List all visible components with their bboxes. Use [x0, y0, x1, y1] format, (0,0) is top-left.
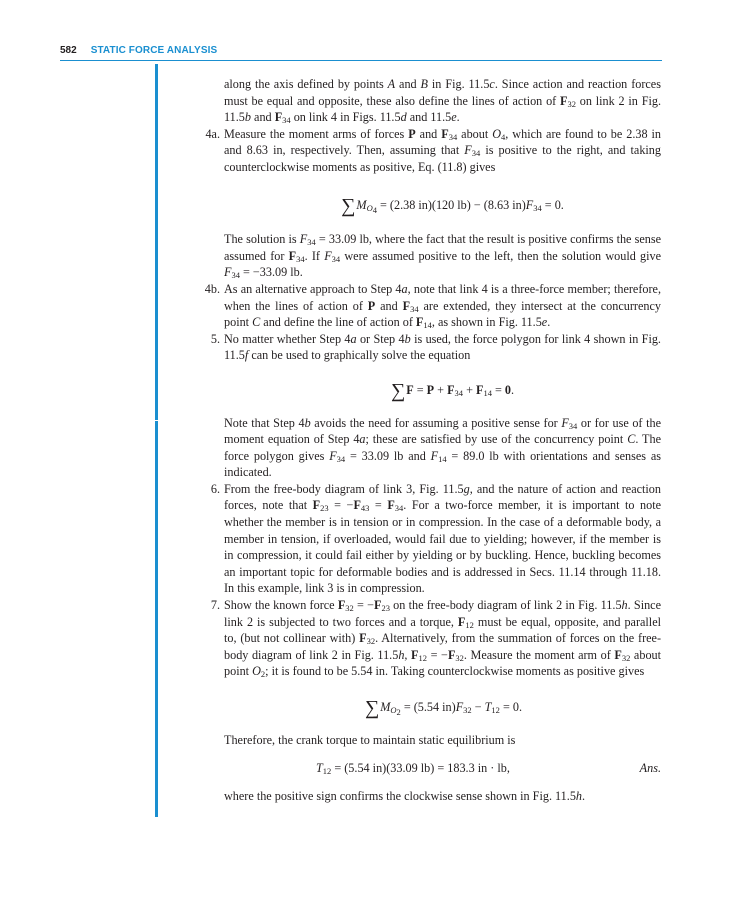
header-rule	[60, 60, 662, 61]
step-text: As an alternative approach to Step 4a, note that link 4 is a three-force member; therefore, when the lines of action of P and $F_{34}$ are extended, they intersect at the concurrency point C and define the line of action of $F_{14}$, as shown in Fig. 11.5e.	[224, 281, 661, 331]
answer-tag: Ans.	[639, 761, 661, 776]
step-number: 6.	[210, 481, 220, 496]
page-body	[204, 76, 662, 804]
step-number: 5.	[210, 331, 220, 346]
note-paragraph: Note that Step 4b avoids the need for assuming a positive sense for $F_{34}$ or for use of the moment equation of Step 4a; these are satisfied by use of the concurrency point C. The force polygon gives $F_{34} = 33.09$ lb and $F_{14} = 89.0$ lb with orientations and senses as indicated.	[224, 415, 662, 480]
step-number: 7.	[210, 598, 220, 613]
step-text: No matter whether Step 4a or Step 4b is used, the force polygon for link 4 shown in Fig. 11.5f can be used to graphically solve the equation	[224, 331, 661, 363]
step-text: From the free-body diagram of link 3, Fig. 11.5g, and the nature of action and reaction forces, note that $F_{23} = -F_{43} = F_{34}$. For a two-force member, it is important to note whether the member is in tension or in compression. In the case of a deformable body, a member in tension, if overloaded, would fail due to yielding; however, if the member is in compression, it could fail either by yielding or by buckling. Hence, buckling becomes an important topic for deformable bodies and is addressed in Secs. 11.14 through 11.18. In this example, link 3 is in compression.	[224, 481, 662, 596]
running-header	[60, 45, 217, 56]
step-7	[210, 597, 662, 680]
equation-force-polygon: $\sum F = P + F_{34} + F_{14} = 0$.	[390, 379, 515, 402]
equation-moment-o2: $\sum M_{O_2} = (5.54$ $in)F_{32} - T_{12} = 0$.	[364, 697, 523, 719]
closing-sentence: where the positive sign confirms the clockwise sense shown in Fig. 11.5h.	[224, 788, 586, 803]
equation-moment-o4: $\sum M_{O_4} = (2.38$ in)(120 lb) − (8.63 $in)F_{34} = 0$.	[341, 194, 564, 217]
solution-paragraph: The solution is $F_{34} = 33.09$ lb, where the fact that the result is positive confirms the sense assumed for $F_{34}$. If $F_{34}$ were assumed positive to the left, then the solution would give $F_{34} = -33.09$ lb.	[224, 232, 662, 281]
step-number: 4a.	[205, 126, 220, 141]
step-number: 4b.	[204, 281, 220, 296]
step-4a	[205, 126, 662, 176]
intro-paragraph: along the axis defined by points A and B in Fig. 11.5c. Since action and reaction forces must be equal and opposite, these also define the lines of action of $F_{32}$ on link 2 in Fig. 11.5b and $F_{34}$ on link 4 in Figs. 11.5d and 11.5e.	[224, 77, 661, 126]
step-4b	[204, 281, 661, 331]
step-6	[210, 481, 662, 597]
equation-crank-torque: $T_{12} = (5.54$ in)(33.09 lb) = 183.3 in · lb, Ans.	[316, 761, 661, 777]
crank-torque-intro: Therefore, the crank torque to maintain static equilibrium is	[224, 732, 516, 747]
section-title: STATIC FORCE ANALYSIS	[90, 45, 218, 56]
step-text: Show the known force $F_{32} = -F_{23}$ on the free-body diagram of link 2 in Fig. 11.5h. Since link 2 is subjected to two forces and a torque, $F_{12}$ must be equal, opposite, and parallel to, (but not collinear with) $F_{32}$. Alternatively, from the summation of forces on the free-body diagram of link 2 in Fig. 11.5h, $F_{12} = -F_{32}$. Measure the moment arm of $F_{32}$ about point $O_2$; it is found to be 5.54 in. Taking counterclockwise moments as positive gives	[224, 598, 662, 680]
page-number: 582	[60, 45, 77, 56]
step-5	[210, 331, 661, 364]
step-text: Measure the moment arms of forces P and $F_{34}$ about $O_4$, which are found to be 2.38 in and 8.63 in, respectively. Then, assuming that $F_{34}$ is positive to the right, and taking counterclockwise moments as positive, Eq. (11.8) gives	[224, 126, 662, 174]
change-bar-bottom	[155, 421, 158, 817]
change-bar-top	[155, 64, 158, 420]
